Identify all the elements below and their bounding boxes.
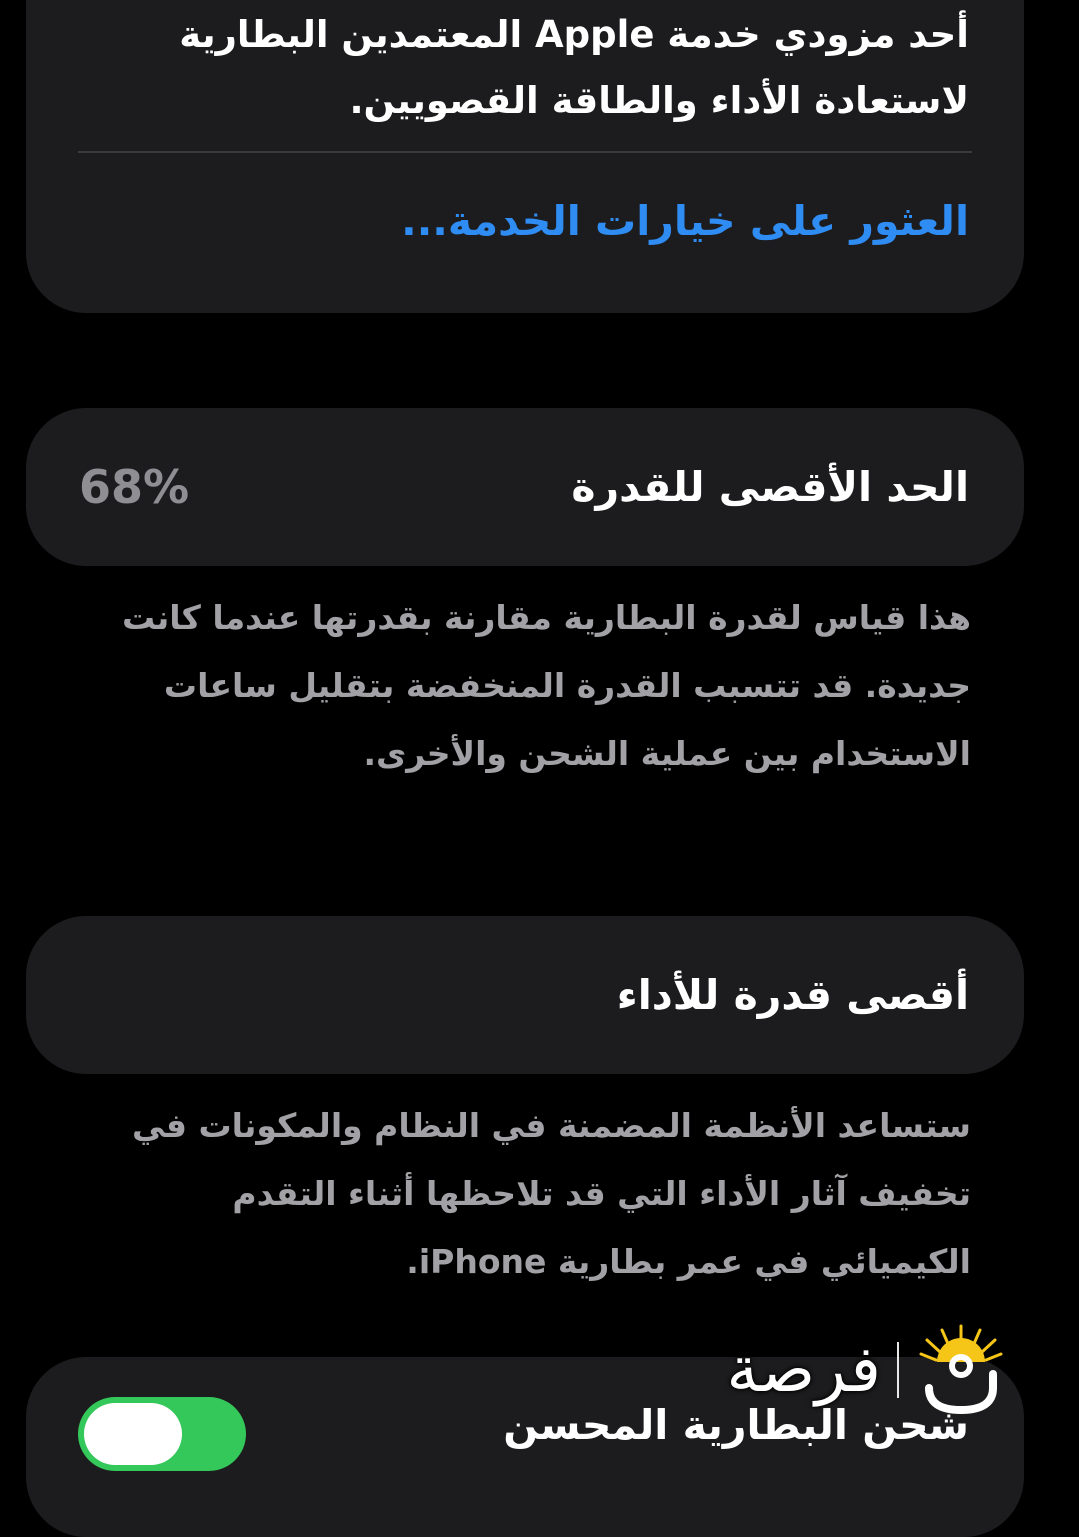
maximum-capacity-title: الحد الأقصى للقدرة (571, 463, 969, 511)
optimized-charging-title: شحن البطارية المحسن (503, 1401, 969, 1449)
maximum-capacity-description: هذا قياس لقدرة البطارية مقارنة بقدرتها عندما كانت جديدة. قد تتسبب القدرة المنخفضة بتقليل ساعات الاستخدام بين عملية الشحن والأخرى. (121, 598, 971, 773)
optimized-charging-toggle[interactable] (78, 1397, 246, 1471)
toggle-knob (84, 1403, 182, 1465)
service-text: أحد مزودي خدمة Apple المعتمدين البطارية لاستعادة الأداء والطاقة القصويين. (179, 13, 969, 122)
peak-performance-row (26, 916, 1024, 1074)
maximum-capacity-row (26, 408, 1024, 566)
watermark-logo-icon (915, 1322, 1007, 1418)
watermark (726, 1322, 1007, 1418)
service-card (26, 0, 1024, 313)
maximum-capacity-value: 68% (79, 460, 190, 514)
watermark-separator (897, 1342, 899, 1398)
find-service-options-link[interactable]: العثور على خيارات الخدمة... (401, 197, 969, 245)
watermark-text: فرصة (726, 1333, 881, 1407)
divider (78, 151, 972, 153)
peak-performance-title: أقصى قدرة للأداء (616, 971, 969, 1019)
peak-performance-description: ستساعد الأنظمة المضمنة في النظام والمكونات في تخفيف آثار الأداء التي قد تلاحظها أثناء التقدم الكيميائي في عمر بطارية iPhone. (132, 1106, 971, 1281)
